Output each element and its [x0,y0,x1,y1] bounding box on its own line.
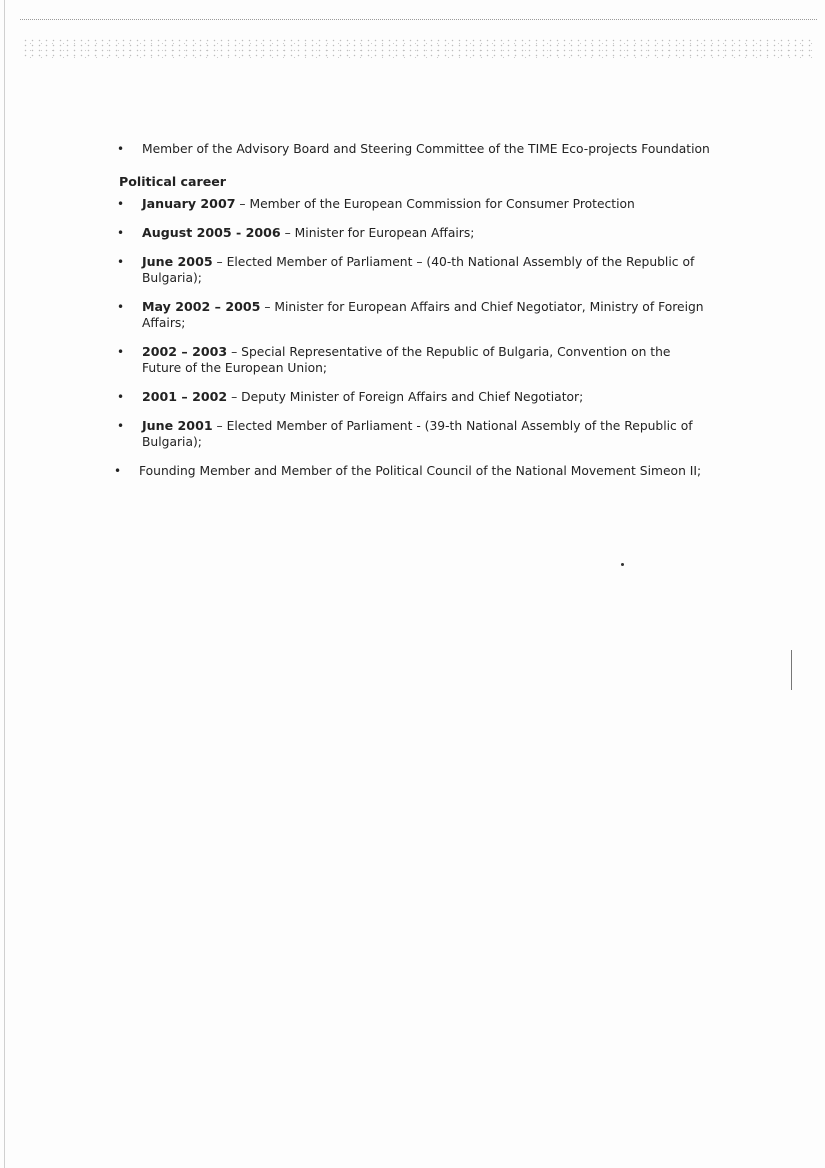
bullet-icon: • [117,300,125,314]
bullet-icon: • [114,464,122,478]
item-period: June 2001 [142,418,213,433]
list-item [117,299,712,331]
list-item [117,344,712,376]
item-separator: – [212,419,227,433]
item-separator: – [227,345,242,359]
item-text: Deputy Minister of Foreign Affairs and Chief Negotiator; [241,390,584,404]
item-period: 2001 – 2002 [142,389,228,404]
item-period: May 2002 – 2005 [142,299,261,314]
item-separator: – [260,300,275,314]
item-text: Special Representative of the Republic of Bulgaria, Convention on the Future of the European Union; [142,345,671,375]
list-item [117,196,712,212]
item-separator: – [280,226,295,240]
item-period: August 2005 - 2006 [142,225,281,240]
item-text: Elected Member of Parliament - (39-th National Assembly of the Republic of Bulgaria); [142,419,693,449]
bullet-icon: • [117,142,125,156]
scan-top-line [20,19,817,20]
bullet-icon: • [117,390,125,404]
bullet-icon: • [117,419,125,433]
bullet-icon: • [117,226,125,240]
item-period: June 2005 [142,254,213,269]
item-period: 2002 – 2003 [142,344,228,359]
item-text: Minister for European Affairs and Chief Negotiator, Ministry of Foreign Affairs; [142,300,704,330]
item-period: January 2007 [142,196,236,211]
bullet-icon: • [117,197,125,211]
item-text: Member of the European Commission for Consumer Protection [249,197,635,211]
item-separator: – [235,197,250,211]
scan-dot [621,563,624,566]
item-separator: – [227,390,242,404]
list-item [117,225,712,241]
list-item-intro [117,141,712,157]
list-item-text: Member of the Advisory Board and Steering Committee of the TIME Eco-projects Foundation [142,142,710,156]
scan-header-noise [22,38,815,58]
list-item [117,418,712,450]
item-text: Minister for European Affairs; [294,226,475,240]
item-separator: – [212,255,227,269]
section-heading: Political career [119,174,226,189]
list-item-text: Founding Member and Member of the Political Council of the National Movement Simeon II; [139,464,702,478]
bullet-icon: • [117,345,125,359]
list-item [117,254,712,286]
item-text: Elected Member of Parliament – (40-th National Assembly of the Republic of Bulgaria); [142,255,695,285]
scan-left-edge [4,0,5,1168]
list-item-final [114,463,709,479]
list-item [117,389,712,405]
bullet-icon: • [117,255,125,269]
scan-mark [791,650,792,690]
